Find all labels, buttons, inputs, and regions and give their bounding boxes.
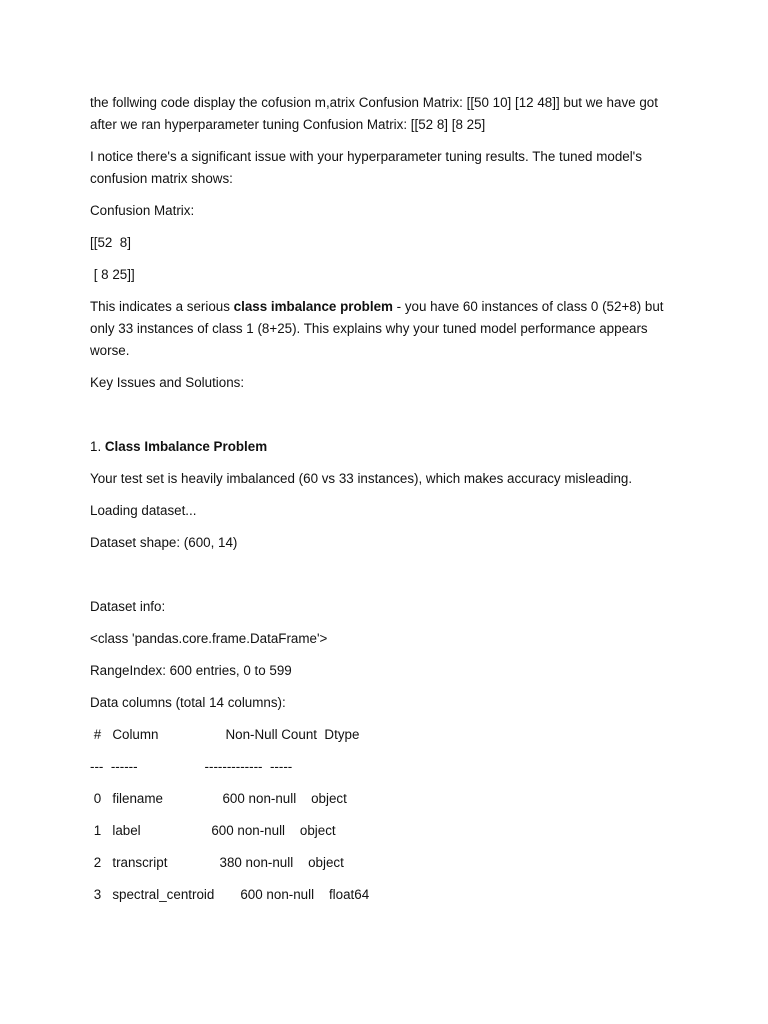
imbalance-bold-term: class imbalance problem [233,299,393,314]
section-heading-1 [90,436,680,458]
matrix-row-2: [ 8 25]] [90,267,135,282]
range-index-line: RangeIndex: 600 entries, 0 to 599 [90,663,292,678]
dataset-info-line: Dataset info: [90,599,166,614]
document-body [90,92,680,916]
imbalance-text-pre: This indicates a serious [90,299,234,314]
blank-line [90,564,680,596]
column-row-1: 1 label 600 non-null object [90,823,336,838]
columns-header-line: # Column Non-Null Count Dtype [90,727,360,742]
imbalance-paragraph [90,296,680,362]
columns-separator-line: --- ------ ------------- ----- [90,759,293,774]
section-number: 1. [90,439,105,454]
blank-line [90,404,680,436]
issue-paragraph: I notice there's a significant issue with your hyperparameter tuning results. The tuned model's confusion matrix shows: [90,149,646,186]
dataset-shape-line: Dataset shape: (600, 14) [90,535,238,550]
class-line: <class 'pandas.core.frame.DataFrame'> [90,631,328,646]
matrix-row-1: [[52 8] [90,235,131,250]
confusion-matrix-label: Confusion Matrix: [90,203,195,218]
column-row-2: 2 transcript 380 non-null object [90,855,344,870]
test-set-paragraph: Your test set is heavily imbalanced (60 vs 33 instances), which makes accuracy misleading. [90,471,633,486]
loading-line: Loading dataset... [90,503,197,518]
section-title: Class Imbalance Problem [104,439,268,454]
intro-paragraph: the follwing code display the cofusion m,atrix Confusion Matrix: [[50 10] [12 48]] but we have got after we ran hyperparameter tuning Confusion Matrix: [[52 8] [8 25] [90,95,662,132]
column-row-0: 0 filename 600 non-null object [90,791,347,806]
data-columns-line: Data columns (total 14 columns): [90,695,286,710]
key-issues-label: Key Issues and Solutions: [90,375,245,390]
column-row-3: 3 spectral_centroid 600 non-null float64 [90,887,370,902]
imbalance-text-post: - you have 60 instances of class 0 (52+8) but only 33 instances of class 1 (8+25). This explains why your tuned model performance appears worse. [90,299,668,358]
